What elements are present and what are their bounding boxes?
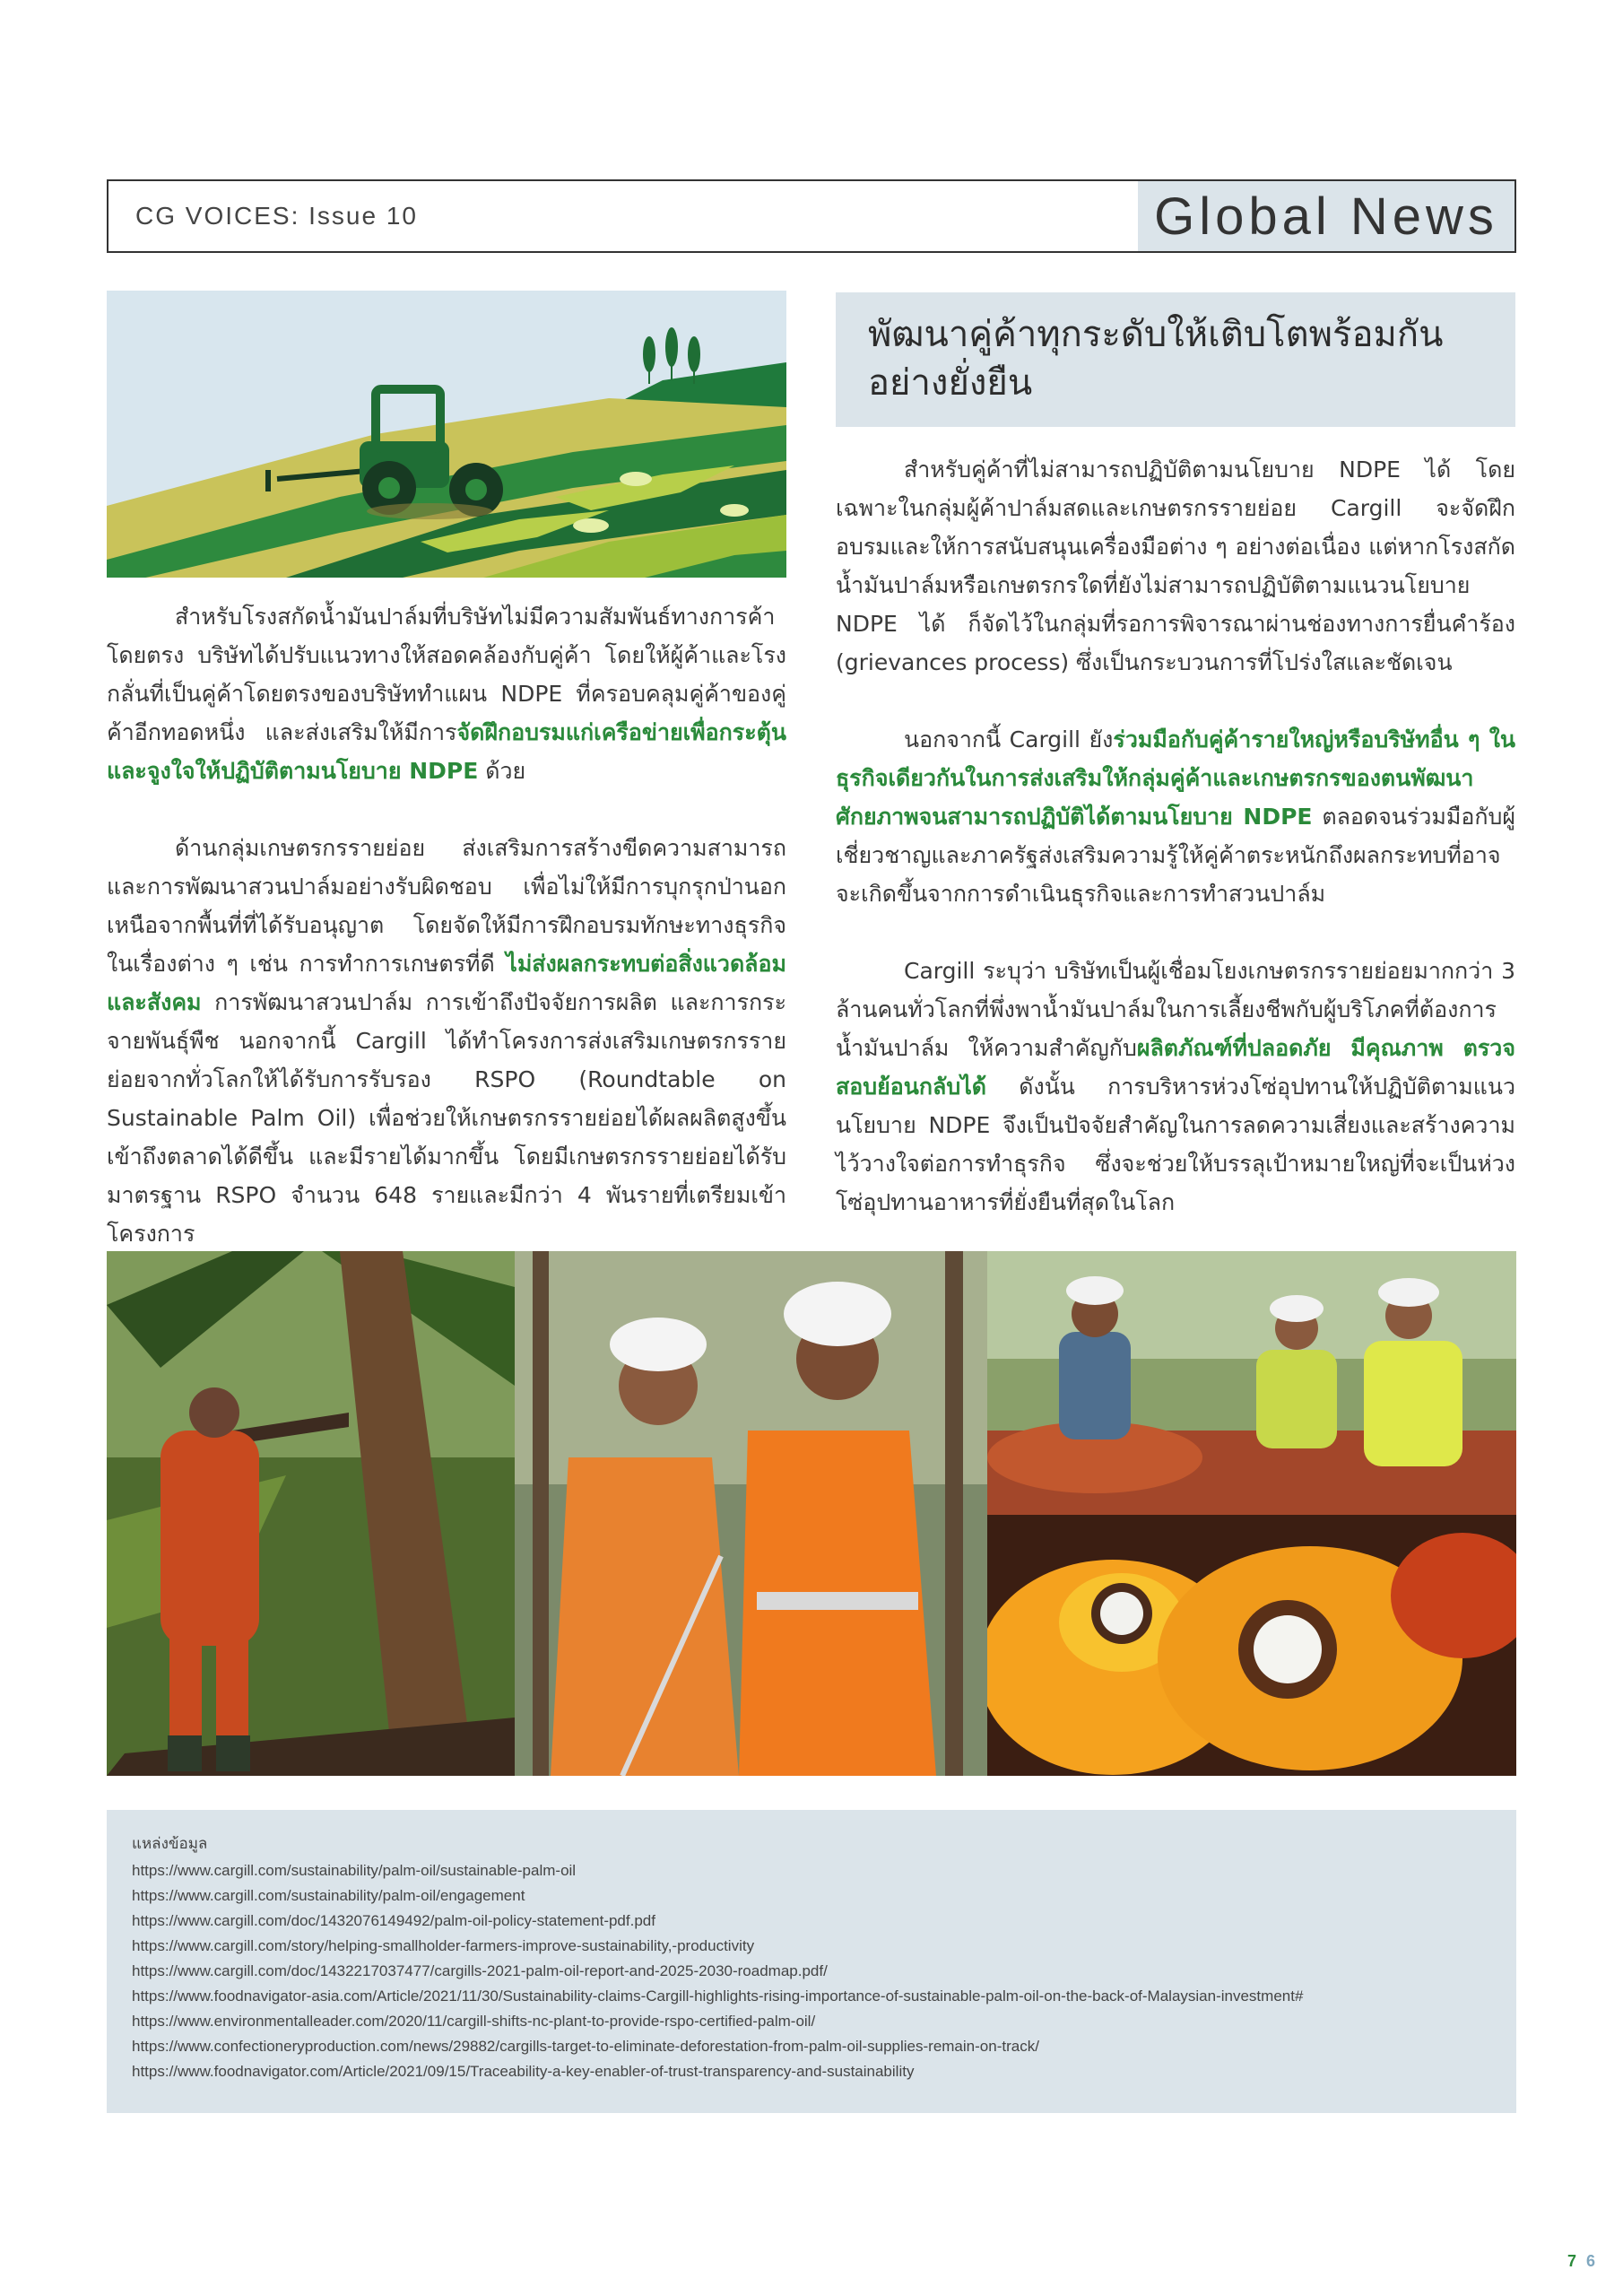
source-link[interactable]: https://www.cargill.com/doc/1432217037477/cargills-2021-palm-oil-report-and-2025-2030-roadmap.pdf/: [132, 1962, 828, 1979]
palm-fruit-photo: [987, 1515, 1516, 1776]
sources-title: แหล่งข้อมูล: [132, 1835, 208, 1852]
article-title-box: [836, 292, 1515, 427]
source-link[interactable]: https://www.cargill.com/doc/1432076149492/palm-oil-policy-statement-pdf.pdf: [132, 1912, 655, 1929]
right-column: [836, 450, 1515, 1222]
paragraph: Cargill ระบุว่า บริษัทเป็นผู้เชื่อมโยงเกษตรกรรายย่อยมากกว่า 3 ล้านคนทั่วโลกที่พึ่งพาน้ำมันปาล์มในการเลี้ยงชีพกับผู้บริโภคที่ต้องการน้ำมันปาล์ม ให้ความสำคัญกับผลิตภัณฑ์ที่ปลอดภัย มีคุณภาพ ตรวจสอบย้อนกลับได้ ดังนั้น การบริหารห่วงโซ่อุปทานให้ปฏิบัติตามแนวนโยบาย NDPE จึงเป็นปัจจัยสำคัญในการลดความเสี่ยงและสร้างความไว้วางใจต่อการทำธุรกิจ ซึ่งจะช่วยให้บรรลุเป้าหมายใหญ่ที่จะเป็นห่วงโซ่อุปทานอาหารที่ยั่งยืนที่สุดในโลก: [836, 958, 1515, 1215]
source-link[interactable]: https://www.cargill.com/sustainability/palm-oil/engagement: [132, 1887, 525, 1904]
sources-box: [107, 1810, 1516, 2113]
worker-harvesting-photo: [107, 1251, 515, 1776]
paragraph: สำหรับโรงสกัดน้ำมันปาล์มที่บริษัทไม่มีความสัมพันธ์ทางการค้าโดยตรง บริษัทได้ปรับแนวทางให้สอดคล้องกับคู่ค้า โดยให้ผู้ค้าและโรงกลั่นที่เป็นคู่ค้าโดยตรงของบริษัททำแผน NDPE ที่ครอบคลุมคู่ค้าของคู่ค้าอีกทอดหนึ่ง และส่งเสริมให้มีการจัดฝึกอบรมแก่เครือข่ายเพื่อกระตุ้นและจูงใจให้ปฏิบัติตามนโยบาย NDPE ด้วย: [107, 604, 786, 784]
page-number: [1567, 2252, 1598, 2271]
paragraph: ด้านกลุ่มเกษตรกรรายย่อย ส่งเสริมการสร้างขีดความสามารถและการพัฒนาสวนปาล์มอย่างรับผิดชอบ เพื่อไม่ให้มีการบุกรุกป่านอกเหนือจากพื้นที่ที่ได้รับอนุญาต โดยจัดให้มีการฝึกอบรมทักษะทางธุรกิจในเรื่องต่าง ๆ เช่น การทำการเกษตรที่ดี ไม่ส่งผลกระทบต่อสิ่งแวดล้อมและสังคม การพัฒนาสวนปาล์ม การเข้าถึงปัจจัยการผลิต และการกระจายพันธุ์พืช นอกจากนี้ Cargill ได้ทำโครงการส่งเสริมเกษตรกรรายย่อยจากทั่วโลกให้ได้รับการรับรอง RSPO (Roundtable on Sustainable Palm Oil) เพื่อช่วยให้เกษตรกรรายย่อยได้ผลผลิตสูงขึ้น เข้าถึงตลาดได้ดีขึ้น และมีรายได้มากขึ้น โดยมีเกษตรกรรายย่อยได้รับมาตรฐาน RSPO จำนวน 648 รายและมีกว่า 4 พันรายที่เตรียมเข้าโครงการ: [107, 835, 786, 1247]
source-link[interactable]: https://www.foodnavigator-asia.com/Article/2021/11/30/Sustainability-claims-Cargill-highlights-rising-importance-of-sustainable-palm-oil-on-the-back-of-Malaysian-investment#: [132, 1987, 1304, 2005]
article-title: [868, 310, 1483, 407]
paragraph: นอกจากนี้ Cargill ยังร่วมมือกับคู่ค้ารายใหญ่หรือบริษัทอื่น ๆ ในธุรกิจเดียวกันในการส่งเสริมให้กลุ่มคู่ค้าและเกษตรกรของตนพัฒนาศักยภาพจนสามารถปฏิบัติได้ตามนโยบาย NDPE ตลอดจนร่วมมือกับผู้เชี่ยวชาญและภาครัฐส่งเสริมความรู้ให้คู่ค้าตระหนักถึงผลกระทบที่อาจจะเกิดขึ้นจากการดำเนินธุรกิจและการทำสวนปาล์ม: [836, 726, 1515, 907]
source-link[interactable]: https://www.environmentalleader.com/2020/11/cargill-shifts-nc-plant-to-provide-rspo-certified-palm-oil/: [132, 2013, 816, 2030]
highlight-text: ผลิตภัณฑ์ที่ปลอดภัย มีคุณภาพ ตรวจสอบย้อนกลับได้: [836, 1035, 1515, 1100]
inspection-team-photo: [987, 1251, 1516, 1515]
page-header: [107, 179, 1516, 253]
tractor-illustration: [107, 291, 786, 578]
page-number-b: 6: [1585, 2252, 1598, 2270]
issue-label: CG VOICES: Issue 10: [135, 202, 418, 230]
highlight-text: จัดฝึกอบรมแก่เครือข่ายเพื่อกระตุ้นและจูงใจให้ปฏิบัติตามนโยบาย NDPE: [107, 719, 786, 784]
paragraph: สำหรับคู่ค้าที่ไม่สามารถปฏิบัติตามนโยบาย NDPE ได้ โดยเฉพาะในกลุ่มผู้ค้าปาล์มสดและเกษตรกรรายย่อย Cargill จะจัดฝึกอบรมและให้การสนับสนุนเครื่องมือต่าง ๆ อย่างต่อเนื่อง แต่หากโรงสกัดน้ำมันปาล์มหรือเกษตรกรใดที่ยังไม่สามารถปฏิบัติตามแนวนโยบาย NDPE ได้ ก็จัดไว้ในกลุ่มที่รอการพิจารณาผ่านช่องทางการยื่นคำร้อง (grievances process) ซึ่งเป็นกระบวนการที่โปร่งใสและชัดเจน: [836, 457, 1515, 675]
source-link[interactable]: https://www.cargill.com/sustainability/palm-oil/sustainable-palm-oil: [132, 1862, 577, 1879]
source-link[interactable]: https://www.cargill.com/story/helping-smallholder-farmers-improve-sustainability,-productivity: [132, 1937, 755, 1954]
workers-training-photo: [515, 1251, 987, 1776]
highlight-text: ร่วมมือกับคู่ค้ารายใหญ่หรือบริษัทอื่น ๆ ในธุรกิจเดียวกันในการส่งเสริมให้กลุ่มคู่ค้าและเกษตรกรของตนพัฒนาศักยภาพจนสามารถปฏิบัติได้ตามนโยบาย NDPE: [836, 726, 1515, 830]
source-link[interactable]: https://www.confectioneryproduction.com/news/29882/cargills-target-to-eliminate-deforestation-from-palm-oil-supplies-remain-on-track/: [132, 2038, 1039, 2055]
article-title-line2: อย่างยั่งยืน: [868, 362, 1033, 404]
source-link[interactable]: https://www.foodnavigator.com/Article/2021/09/15/Traceability-a-key-enabler-of-trust-transparency-and-sustainability: [132, 2063, 915, 2080]
section-title: Global News: [1138, 181, 1515, 251]
left-column: [107, 597, 786, 1253]
page-number-a: 7: [1567, 2252, 1579, 2270]
highlight-text: ไม่ส่งผลกระทบต่อสิ่งแวดล้อมและสังคม: [107, 951, 786, 1015]
article-title-line1: พัฒนาคู่ค้าทุกระดับให้เติบโตพร้อมกัน: [868, 314, 1444, 355]
photo-collage: [107, 1251, 1516, 1776]
